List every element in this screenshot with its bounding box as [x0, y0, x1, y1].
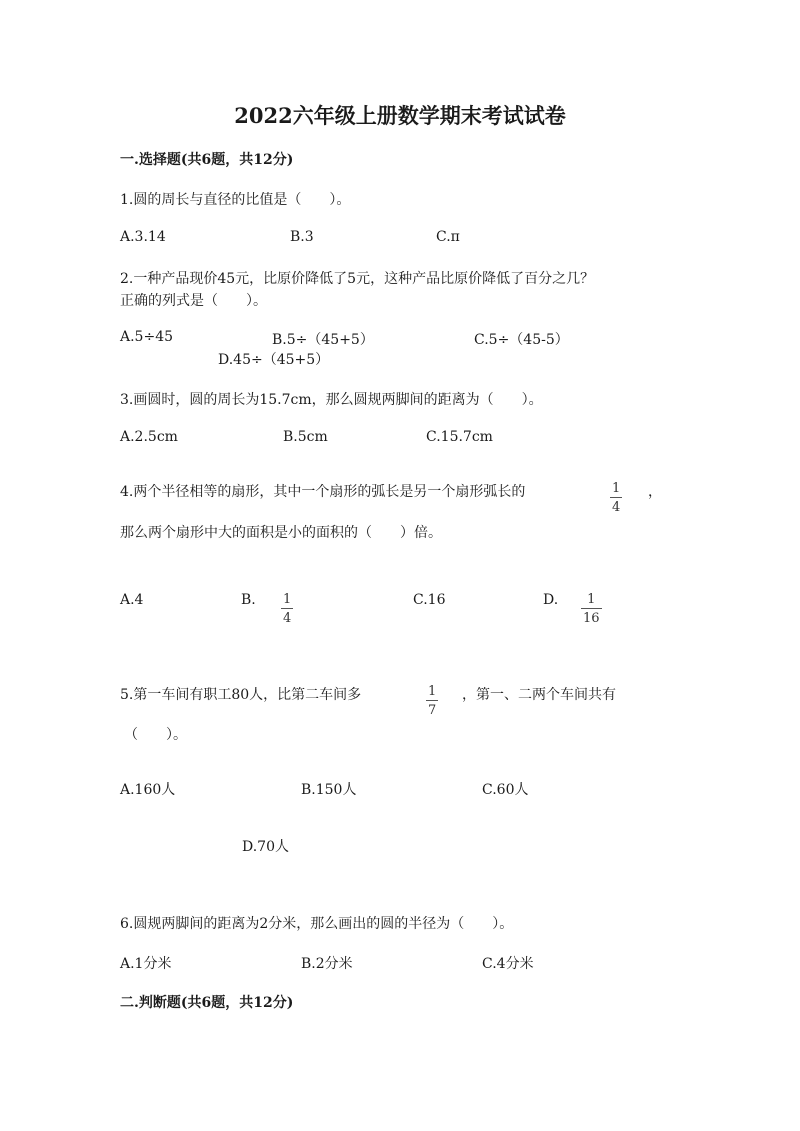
section-2-heading: 二.判断题(共6题，共12分): [120, 995, 294, 1011]
q2-option-b[interactable]: B.5÷（45+5）: [272, 332, 374, 348]
q2-option-a[interactable]: A.5÷45: [120, 329, 174, 345]
q5-option-a[interactable]: A.160人: [120, 782, 176, 798]
question-5-line-1: 5.第一车间有职工80人，比第二车间多: [120, 687, 362, 703]
q4-option-b-fraction: [281, 588, 293, 625]
q4-option-d-label[interactable]: D.: [543, 592, 559, 608]
q2-option-c[interactable]: C.5÷（45-5）: [474, 332, 569, 348]
fraction-numerator: 1: [283, 592, 292, 607]
page-title: 2022六年级上册数学期末考试试卷: [234, 103, 566, 128]
q3-option-c[interactable]: C.15.7cm: [426, 429, 493, 445]
question-5-line-1-tail: ，第一、二两个车间共有: [462, 687, 616, 703]
q2-option-d[interactable]: D.45÷（45+5）: [218, 352, 330, 368]
question-3-text: 3.画圆时，圆的周长为15.7cm，那么圆规两脚间的距离为（ ）。: [120, 392, 543, 408]
q1-option-a[interactable]: A.3.14: [120, 229, 166, 245]
question-2-line-1: 2.一种产品现价45元，比原价降低了5元，这种产品比原价降低了百分之几？: [120, 271, 595, 287]
q4-fraction: [610, 477, 622, 514]
q5-option-d[interactable]: D.70人: [242, 839, 289, 855]
q4-option-a[interactable]: A.4: [120, 592, 144, 608]
q3-option-b[interactable]: B.5cm: [283, 429, 328, 445]
question-6-text: 6.圆规两脚间的距离为2分米，那么画出的圆的半径为（ ）。: [120, 916, 514, 932]
question-5-line-2: （ ）。: [124, 727, 187, 743]
q4-option-d-fraction: [581, 588, 602, 625]
question-4-line-1: 4.两个半径相等的扇形，其中一个扇形的弧长是另一个扇形弧长的: [120, 484, 526, 500]
q4-comma: ，: [648, 484, 662, 500]
q5-option-b[interactable]: B.150人: [301, 782, 357, 798]
fraction-denominator: 16: [583, 611, 600, 626]
question-1-text: 1.圆的周长与直径的比值是（ ）。: [120, 192, 351, 208]
q6-option-b[interactable]: B.2分米: [301, 956, 353, 972]
q5-option-c[interactable]: C.60人: [482, 782, 529, 798]
q3-option-a[interactable]: A.2.5cm: [120, 429, 178, 445]
question-4-line-2: 那么两个扇形中大的面积是小的面积的（ ）倍。: [120, 525, 442, 541]
section-1-heading: 一.选择题(共6题，共12分): [120, 152, 294, 168]
q1-option-b[interactable]: B.3: [290, 229, 314, 245]
fraction-denominator: 7: [428, 703, 437, 718]
fraction-denominator: 4: [283, 611, 292, 626]
q5-fraction: [426, 680, 438, 717]
q1-option-c[interactable]: C.π: [436, 229, 460, 245]
fraction-numerator: 1: [587, 592, 596, 607]
q4-option-b-label[interactable]: B.: [241, 592, 256, 608]
q6-option-c[interactable]: C.4分米: [482, 956, 534, 972]
question-2-line-2: 正确的列式是（ ）。: [120, 293, 267, 309]
fraction-denominator: 4: [612, 500, 621, 515]
q4-option-c[interactable]: C.16: [413, 592, 446, 608]
fraction-numerator: 1: [612, 481, 621, 496]
fraction-numerator: 1: [428, 684, 437, 699]
q6-option-a[interactable]: A.1分米: [120, 956, 172, 972]
